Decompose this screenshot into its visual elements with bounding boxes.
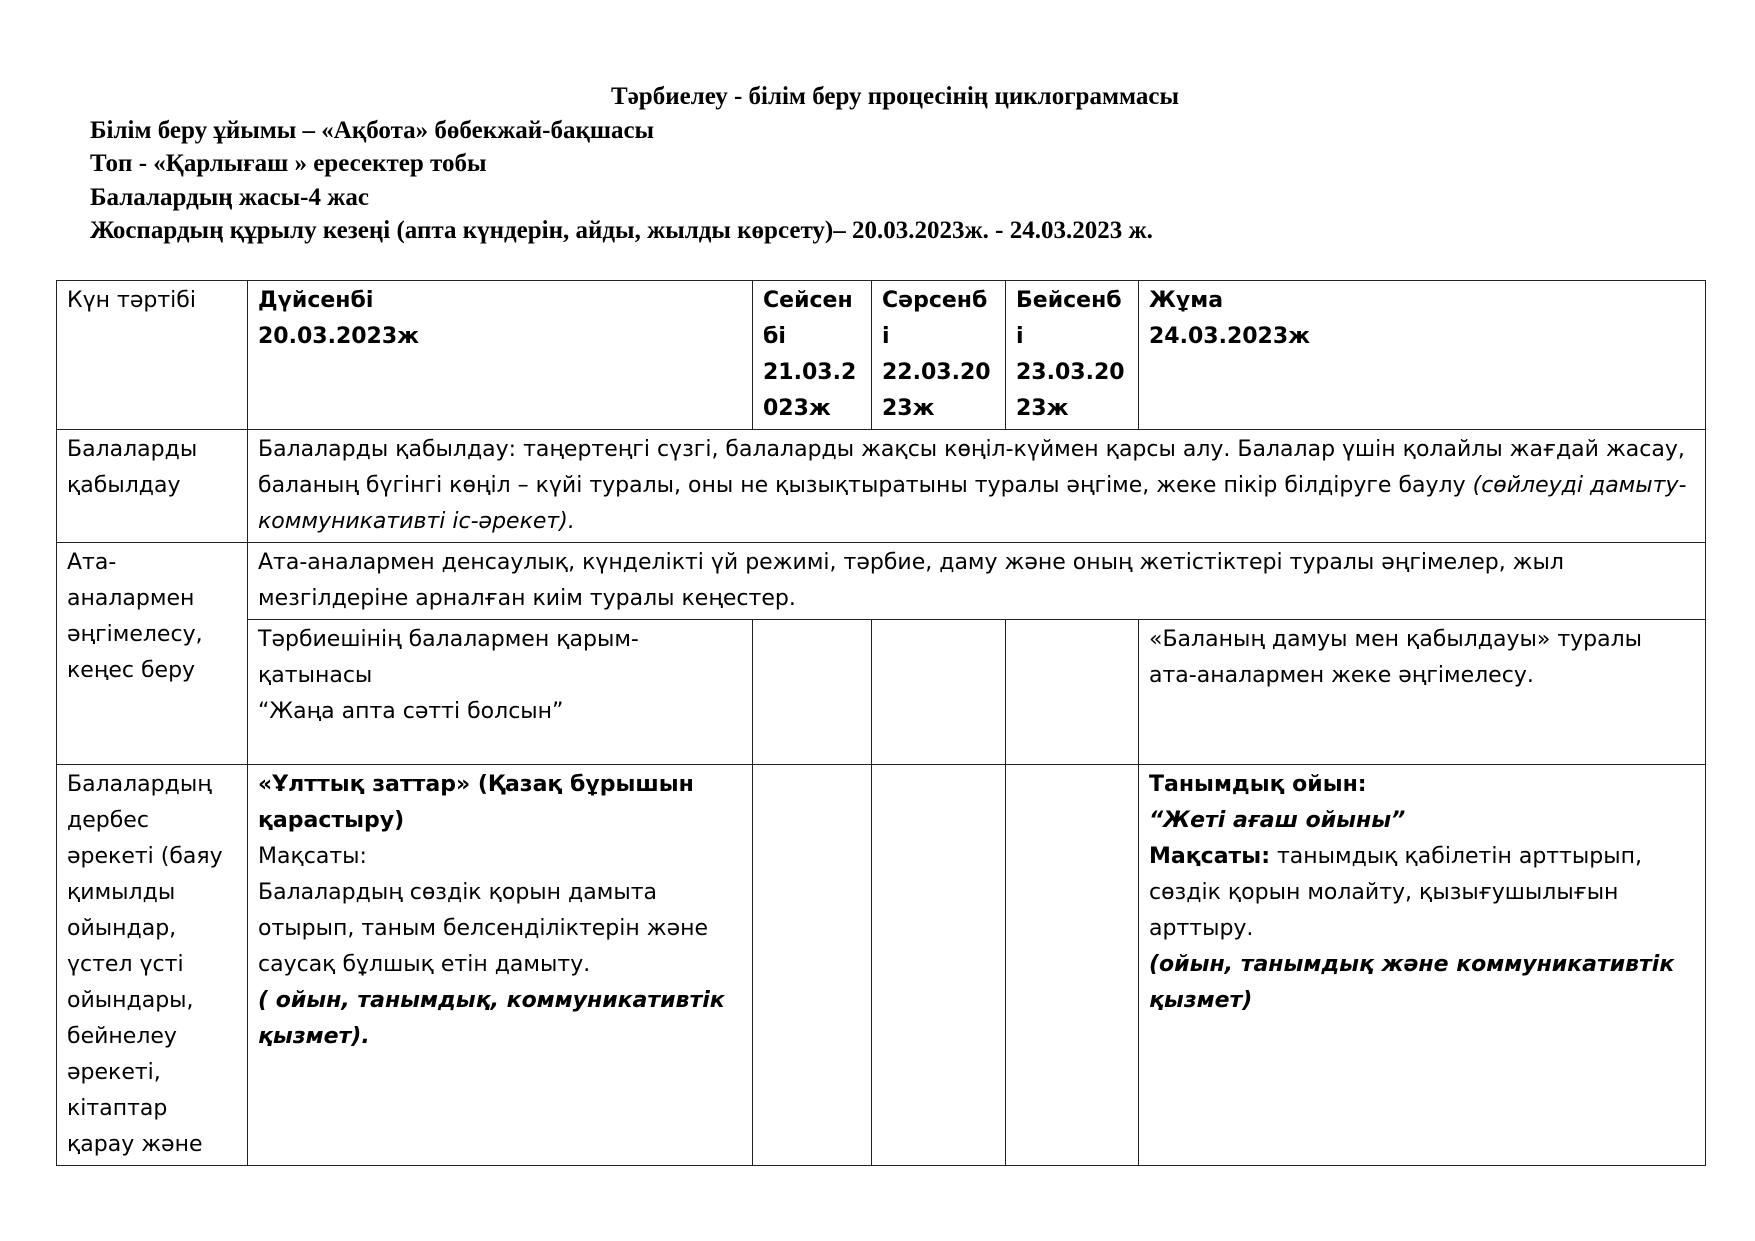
activity-monday-tag: ( ойын, танымдық, коммуникативтік қызмет).: [258, 988, 725, 1049]
table-header-row: [57, 281, 1706, 430]
activity-friday-tag: (ойын, танымдық және коммуникативтік қызмет): [1149, 952, 1675, 1013]
parents-tuesday-cell: [753, 620, 872, 765]
header-cell-monday: Дүйсенбі 20.03.2023ж: [248, 281, 753, 430]
header-cell-schedule: Күн тәртібі: [57, 281, 248, 430]
reception-activity-tag: (сөйлеуді дамыту-коммуникативті іс-әрекет).: [258, 473, 1687, 534]
period-line: Жоспардың құрылу кезеңі (апта күндерін, айды, жылды көрсету)– 20.03.2023ж. - 24.03.2023 ж.: [90, 217, 1153, 244]
table-row-parents: [57, 543, 1706, 620]
age-value: 4 жас: [308, 184, 369, 211]
activity-thursday-cell: [1006, 765, 1139, 1166]
activity-label: Балалардың дербес әрекеті (баяу қимылды ойындар, үстел үсті ойындары, бейнелеу әрекеті, кітаптар қарау және: [57, 765, 248, 1166]
table-row-reception: [57, 430, 1706, 543]
activity-friday-cell: Танымдық ойын: “Жеті ағаш ойыны” Мақсаты: танымдық қабілетін арттырып, сөздік қорын молайту, қызығушылығын арттыру. (ойын, танымдық және коммуникативтік қызмет): [1139, 765, 1706, 1166]
parents-label: Ата-аналармен әңгімелесу, кеңес беру: [57, 543, 248, 765]
document-title: Тәрбиелеу - білім беру процесінің циклограммасы: [611, 83, 1179, 110]
cyclogram-table: [56, 280, 1706, 1166]
parents-common-content: Ата-аналармен денсаулық, күнделікті үй режимі, тәрбие, даму және оның жетістіктері туралы әңгімелер, жыл мезгілдеріне арналған киім туралы кеңестер.: [248, 543, 1706, 620]
age-line: [90, 181, 369, 214]
table-row-activity: [57, 765, 1706, 1166]
header-cell-thursday: Бейсенб і 23.03.20 23ж: [1006, 281, 1139, 430]
parents-wednesday-cell: [872, 620, 1006, 765]
header-cell-wednesday: Сәрсенб і 22.03.20 23ж: [872, 281, 1006, 430]
group-line: Топ - «Қарлығаш » ересектер тобы: [90, 150, 487, 177]
age-label: Балалардың жасы-: [90, 184, 309, 211]
header-cell-friday: Жұма 24.03.2023ж: [1139, 281, 1706, 430]
organization-line: Білім беру ұйымы – «Ақбота» бөбекжай-бақшасы: [90, 117, 655, 144]
header-cell-tuesday: Сейсен бі 21.03.2 023ж: [753, 281, 872, 430]
reception-label: Балаларды қабылдау: [57, 430, 248, 543]
reception-content: Балаларды қабылдау: таңертеңгі сүзгі, балаларды жақсы көңіл-күймен қарсы алу. Балалар үшін қолайлы жағдай жасау, баланың бүгінгі көңіл – күйі туралы, оны не қызықтыратыны туралы әңгіме, жеке пікір білдіруге баулу (сөйлеуді дамыту-коммуникативті іс-әрекет).: [248, 430, 1706, 543]
activity-tuesday-cell: [753, 765, 872, 1166]
parents-monday-cell: Тәрбиешінің балалармен қарым-қатынасы “Жаңа апта сәтті болсын”: [248, 620, 753, 765]
activity-monday-cell: «Ұлттық заттар» (Қазақ бұрышын қарастыру) Мақсаты: Балалардың сөздік қорын дамыта отырып, таным белсенділіктерін және саусақ бұлшық етін дамыту. ( ойын, танымдық, коммуникативтік қызмет).: [248, 765, 753, 1166]
activity-wednesday-cell: [872, 765, 1006, 1166]
table-row-parents-days: [57, 620, 1706, 765]
parents-friday-cell: «Баланың дамуы мен қабылдауы» туралы ата-аналармен жеке әңгімелесу.: [1139, 620, 1706, 765]
parents-thursday-cell: [1006, 620, 1139, 765]
